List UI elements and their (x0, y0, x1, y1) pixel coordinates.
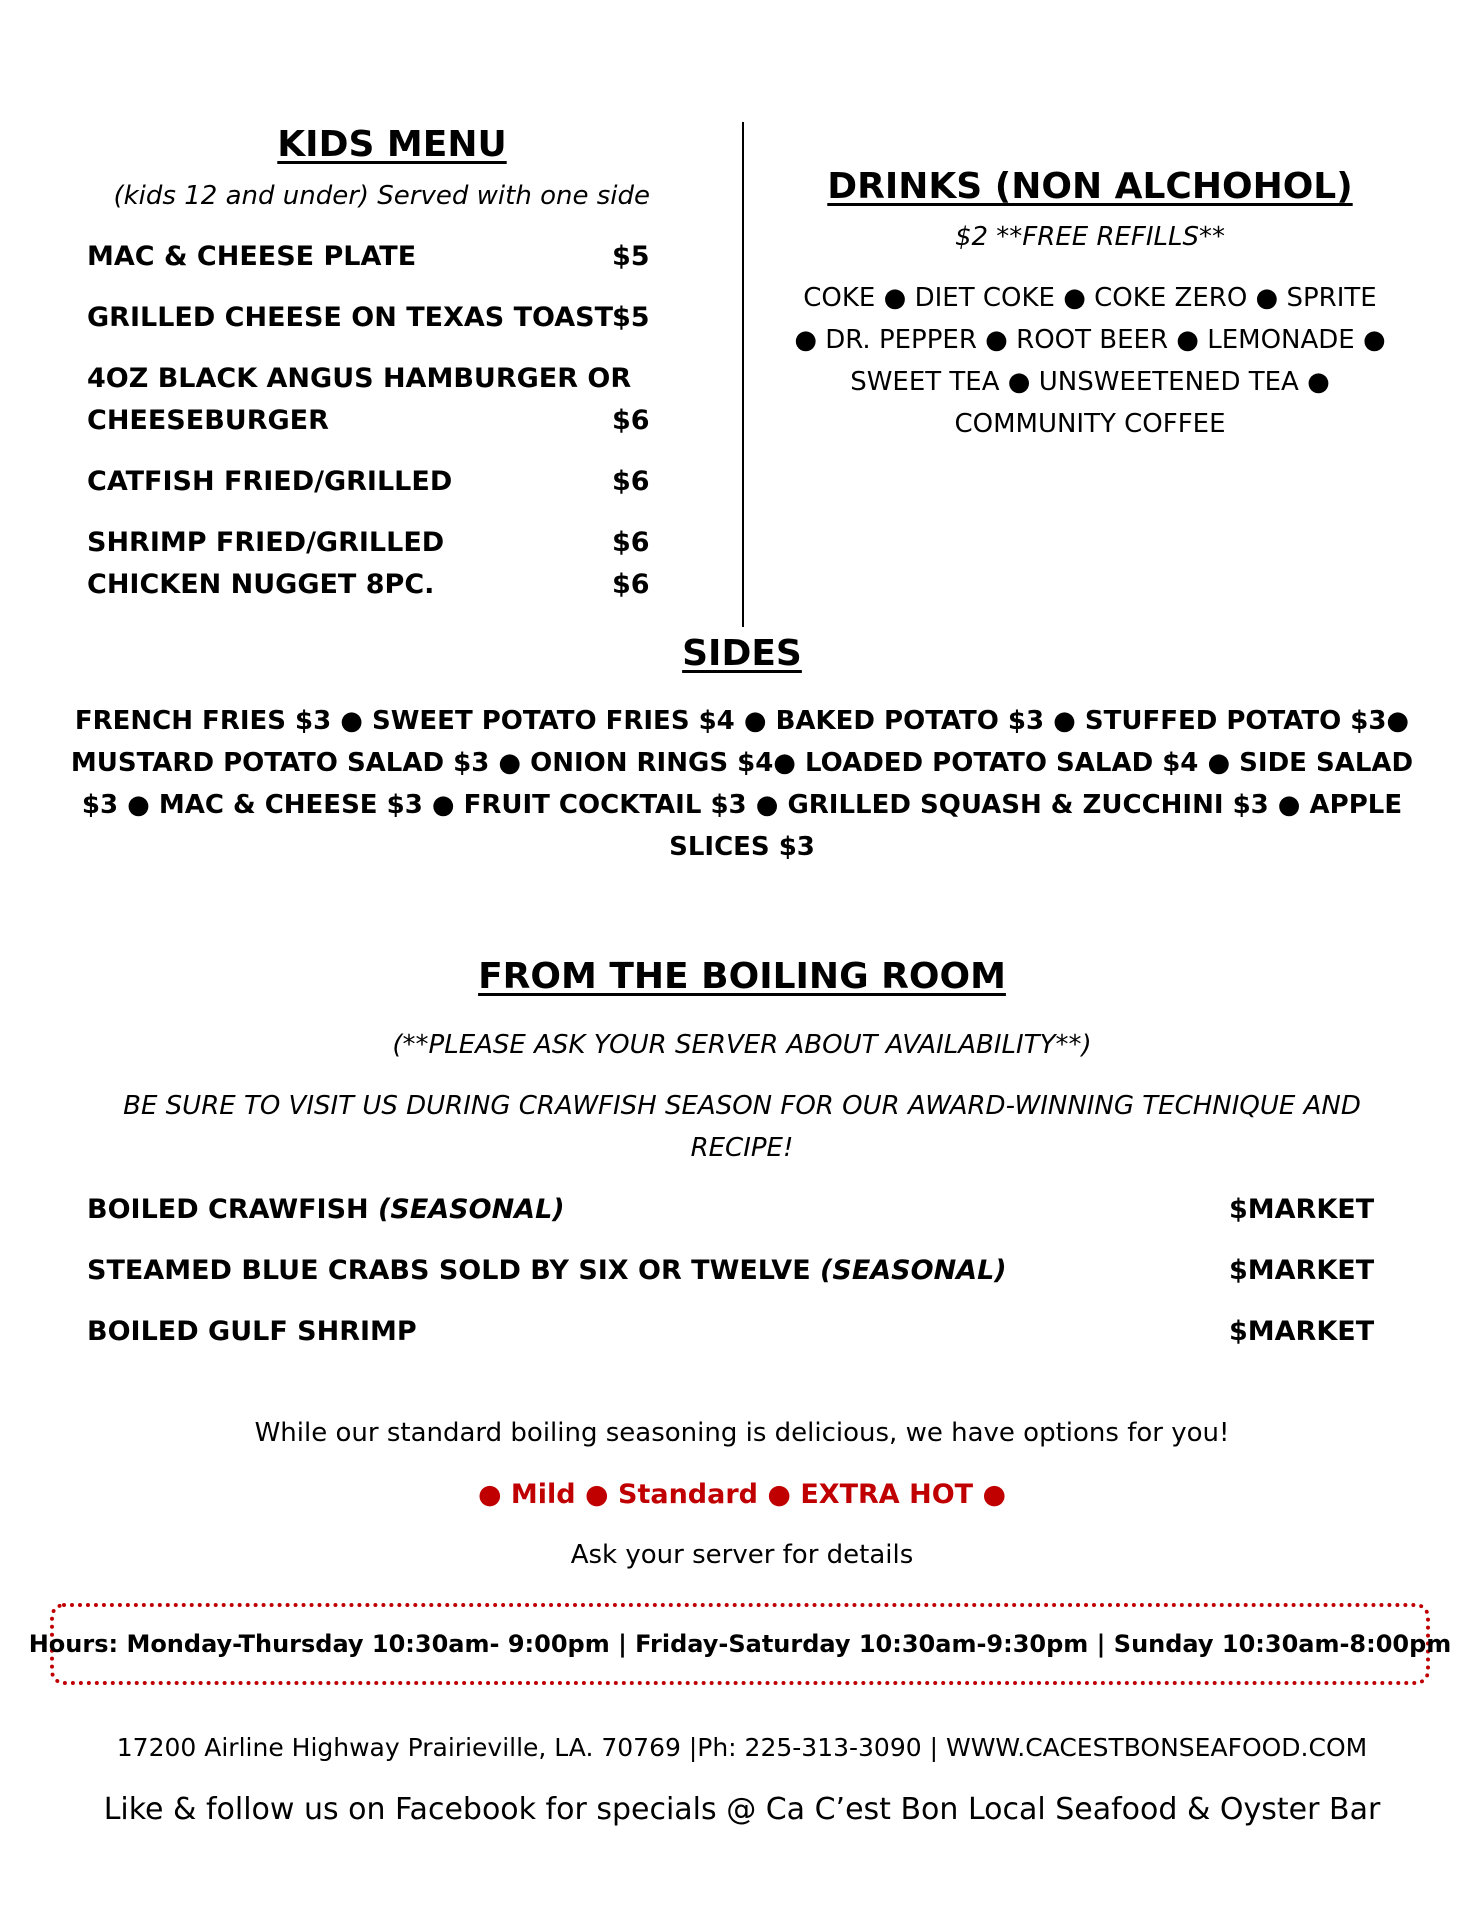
ask-server-note: Ask your server for details (570, 1540, 914, 1570)
sides-line: SLICES $3 (669, 832, 815, 862)
boiling-item (87, 1255, 1007, 1286)
boiling-item-name: BOILED GULF SHRIMP (87, 1316, 417, 1347)
drinks-line: COKE ● DIET COKE ● COKE ZERO ● SPRITE (803, 283, 1377, 313)
hours-text: Hours: Monday-Thursday 10:30am- 9:00pm | Friday-Saturday 10:30am-9:30pm | Sunday 10:30am-8:00pm (28, 1630, 1452, 1658)
kids-item-name: CATFISH FRIED/GRILLED (87, 466, 453, 497)
sides-line: FRENCH FRIES $3 ● SWEET POTATO FRIES $4 ● BAKED POTATO $3 ● STUFFED POTATO $3● (74, 706, 1410, 736)
kids-item-name-line2: CHEESEBURGER (87, 405, 329, 436)
boiling-visit-line: RECIPE! (690, 1133, 794, 1163)
column-divider (742, 122, 744, 627)
sides-line: MUSTARD POTATO SALAD $3 ● ONION RINGS $4● LOADED POTATO SALAD $4 ● SIDE SALAD (70, 748, 1414, 778)
kids-item-price: $6 (612, 405, 650, 436)
hours-box (28, 1603, 1452, 1685)
boiling-item-tag: (SEASONAL) (378, 1194, 565, 1225)
kids-item-price: $5 (612, 302, 650, 333)
boiling-room-title: FROM THE BOILING ROOM (478, 956, 1006, 997)
sides-line: $3 ● MAC & CHEESE $3 ● FRUIT COCKTAIL $3 ● GRILLED SQUASH & ZUCCHINI $3 ● APPLE (81, 790, 1403, 820)
kids-menu-subtitle: (kids 12 and under) Served with one side (113, 181, 650, 211)
boiling-item-price: $MARKET (1229, 1316, 1375, 1347)
boiling-item (87, 1194, 565, 1225)
boiling-item-price: $MARKET (1229, 1255, 1375, 1286)
kids-item-price: $6 (612, 466, 650, 497)
drinks-line: SWEET TEA ● UNSWEETENED TEA ● (850, 367, 1330, 397)
kids-item-price: $6 (612, 569, 650, 600)
kids-menu-title: KIDS MENU (277, 124, 507, 165)
boiling-item-name: BOILED CRAWFISH (87, 1194, 379, 1225)
drinks-title: DRINKS (NON ALCHOHOL) (827, 166, 1353, 207)
drinks-subtitle: $2 **FREE REFILLS** (954, 222, 1226, 252)
drinks-line: COMMUNITY COFFEE (954, 409, 1226, 439)
kids-item-name: SHRIMP FRIED/GRILLED (87, 527, 445, 558)
boiling-visit-line: BE SURE TO VISIT US DURING CRAWFISH SEASON FOR OUR AWARD-WINNING TECHNIQUE AND (123, 1091, 1361, 1121)
facebook-line: Like & follow us on Facebook for specials @ Ca C’est Bon Local Seafood & Oyster Bar (103, 1792, 1381, 1827)
boiling-item (87, 1316, 417, 1347)
boiling-availability-note: (**PLEASE ASK YOUR SERVER ABOUT AVAILABILITY**) (392, 1030, 1092, 1060)
kids-item-name: 4OZ BLACK ANGUS HAMBURGER OR (87, 363, 632, 394)
seasoning-intro: While our standard boiling seasoning is delicious, we have options for you! (254, 1418, 1230, 1448)
boiling-item-tag: (SEASONAL) (820, 1255, 1007, 1286)
sides-title: SIDES (682, 633, 802, 674)
kids-item-name: CHICKEN NUGGET 8PC. (87, 569, 435, 600)
kids-item-name: MAC & CHEESE PLATE (87, 241, 417, 272)
boiling-item-name: STEAMED BLUE CRABS SOLD BY SIX OR TWELVE (87, 1255, 821, 1286)
kids-item-name: GRILLED CHEESE ON TEXAS TOAST (87, 302, 614, 333)
address-line: 17200 Airline Highway Prairieville, LA. 70769 |Ph: 225-313-3090 | WWW.CACESTBONSEAFOOD.COM (116, 1733, 1368, 1762)
kids-item-price: $6 (612, 527, 650, 558)
seasoning-options: ● Mild ● Standard ● EXTRA HOT ● (477, 1479, 1007, 1510)
boiling-item-price: $MARKET (1229, 1194, 1375, 1225)
kids-item-price: $5 (612, 241, 650, 272)
drinks-line: ● DR. PEPPER ● ROOT BEER ● LEMONADE ● (794, 325, 1386, 355)
